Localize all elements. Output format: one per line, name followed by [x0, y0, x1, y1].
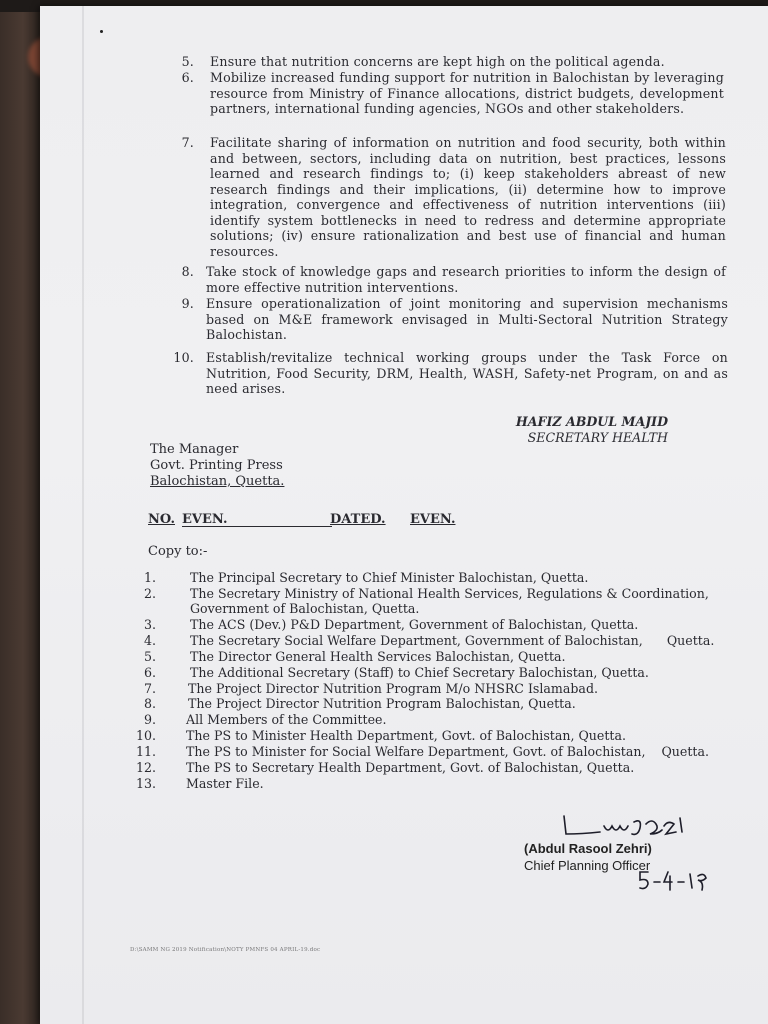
item-text: Take stock of knowledge gaps and research priorities to inform the design of more effective nutrition interventions.	[206, 264, 726, 295]
signatory-name: HAFIZ ABDUL MAJID	[515, 414, 668, 429]
copy-number: 9.	[143, 712, 156, 727]
item-number: 5.	[181, 54, 194, 69]
copy-number: 8.	[143, 696, 156, 711]
copy-number: 6.	[143, 665, 156, 680]
item-number: 7.	[181, 135, 194, 150]
addressee-line: The Manager	[150, 442, 239, 457]
copy-text: Master File.	[186, 776, 264, 791]
paper-fold	[82, 6, 84, 1024]
addressee-line: Govt. Printing Press	[150, 458, 283, 473]
copy-to-heading: Copy to:-	[148, 544, 208, 559]
file-path-footer: D:\SAMM NG 2019 Notification\NOTY PMNFS 04 APRIL-19.doc	[130, 947, 321, 953]
addressee-line: Balochistan, Quetta.	[150, 474, 285, 489]
item-number: 9.	[181, 296, 194, 311]
copy-number: 4.	[143, 633, 156, 648]
item-text: Mobilize increased funding support for nutrition in Balochistan by leveraging resource from Ministry of Finance allocations, district budgets, development partners, international funding agencies, NGOs and other stakeholders.	[210, 70, 724, 116]
handwritten-date	[638, 868, 718, 894]
signed-block	[524, 840, 652, 874]
copy-text: The Project Director Nutrition Program M/o NHSRC Islamabad.	[188, 681, 599, 696]
copy-text: The Director General Health Services Balochistan, Quetta.	[190, 649, 566, 664]
copy-text: The PS to Minister for Social Welfare Department, Govt. of Balochistan, Quetta.	[186, 744, 710, 759]
item-text: Facilitate sharing of information on nutrition and food security, both within and between, sectors, including data on nutrition, best practices, lessons learned and research findings to; (i) keep stakeholders abreast of new research findings and their implications, (ii) determine how to improve integration, convergence and effectiveness of nutrition interventions (iii) identify system bottlenecks in need to redress and determine appropriate solutions; (iv) ensure rationalization and best use of financial and human resources.	[210, 135, 726, 259]
item-text: Ensure that nutrition concerns are kept high on the political agenda.	[210, 54, 665, 69]
copy-number: 3.	[143, 617, 156, 632]
copy-number: 12.	[135, 760, 156, 775]
copy-text: Government of Balochistan, Quetta.	[190, 601, 420, 616]
copy-number: 2.	[143, 586, 156, 601]
copy-number: 10.	[135, 728, 156, 743]
paper-mark	[100, 30, 103, 33]
copy-text: The Additional Secretary (Staff) to Chief Secretary Balochistan, Quetta.	[190, 665, 649, 680]
document-page	[40, 6, 768, 1024]
copy-number: 7.	[143, 681, 156, 696]
ref-dated-value: EVEN.	[410, 512, 456, 527]
addressee-block	[150, 442, 284, 490]
copy-text: The PS to Minister Health Department, Govt. of Balochistan, Quetta.	[186, 728, 627, 743]
signed-title: Chief Planning Officer	[524, 858, 651, 873]
signed-name: (Abdul Rasool Zehri)	[524, 841, 652, 856]
ref-no-label: NO.	[148, 512, 175, 527]
signatory-title: SECRETARY HEALTH	[527, 430, 668, 445]
signatory-block	[516, 414, 668, 446]
copy-text: The ACS (Dev.) P&D Department, Government of Balochistan, Quetta.	[190, 617, 639, 632]
copy-text: The Secretary Social Welfare Department, Government of Balochistan, Quetta.	[190, 633, 715, 648]
ref-dated-label: DATED.	[330, 512, 386, 527]
copy-number: 5.	[143, 649, 156, 664]
copy-text: The Principal Secretary to Chief Minister Balochistan, Quetta.	[190, 570, 589, 585]
copy-text: The PS to Secretary Health Department, Govt. of Balochistan, Quetta.	[186, 760, 635, 775]
copy-number: 1.	[143, 570, 156, 585]
copy-number: 13.	[135, 776, 156, 791]
copy-text: The Project Director Nutrition Program Balochistan, Quetta.	[188, 696, 576, 711]
item-number: 10.	[173, 350, 194, 365]
item-number: 6.	[181, 70, 194, 85]
item-number: 8.	[181, 264, 194, 279]
copy-number: 11.	[135, 744, 156, 759]
copy-text: The Secretary Ministry of National Health Services, Regulations & Coordination,	[190, 586, 709, 601]
item-text: Ensure operationalization of joint monitoring and supervision mechanisms based on M&E framework envisaged in Multi-Sectoral Nutrition Strategy Balochistan.	[206, 296, 728, 342]
item-text: Establish/revitalize technical working groups under the Task Force on Nutrition, Food Security, DRM, Health, WASH, Safety-net Program, on and as need arises.	[206, 350, 728, 396]
ref-no-value: EVEN.	[182, 512, 332, 527]
copy-text: All Members of the Committee.	[186, 712, 387, 727]
